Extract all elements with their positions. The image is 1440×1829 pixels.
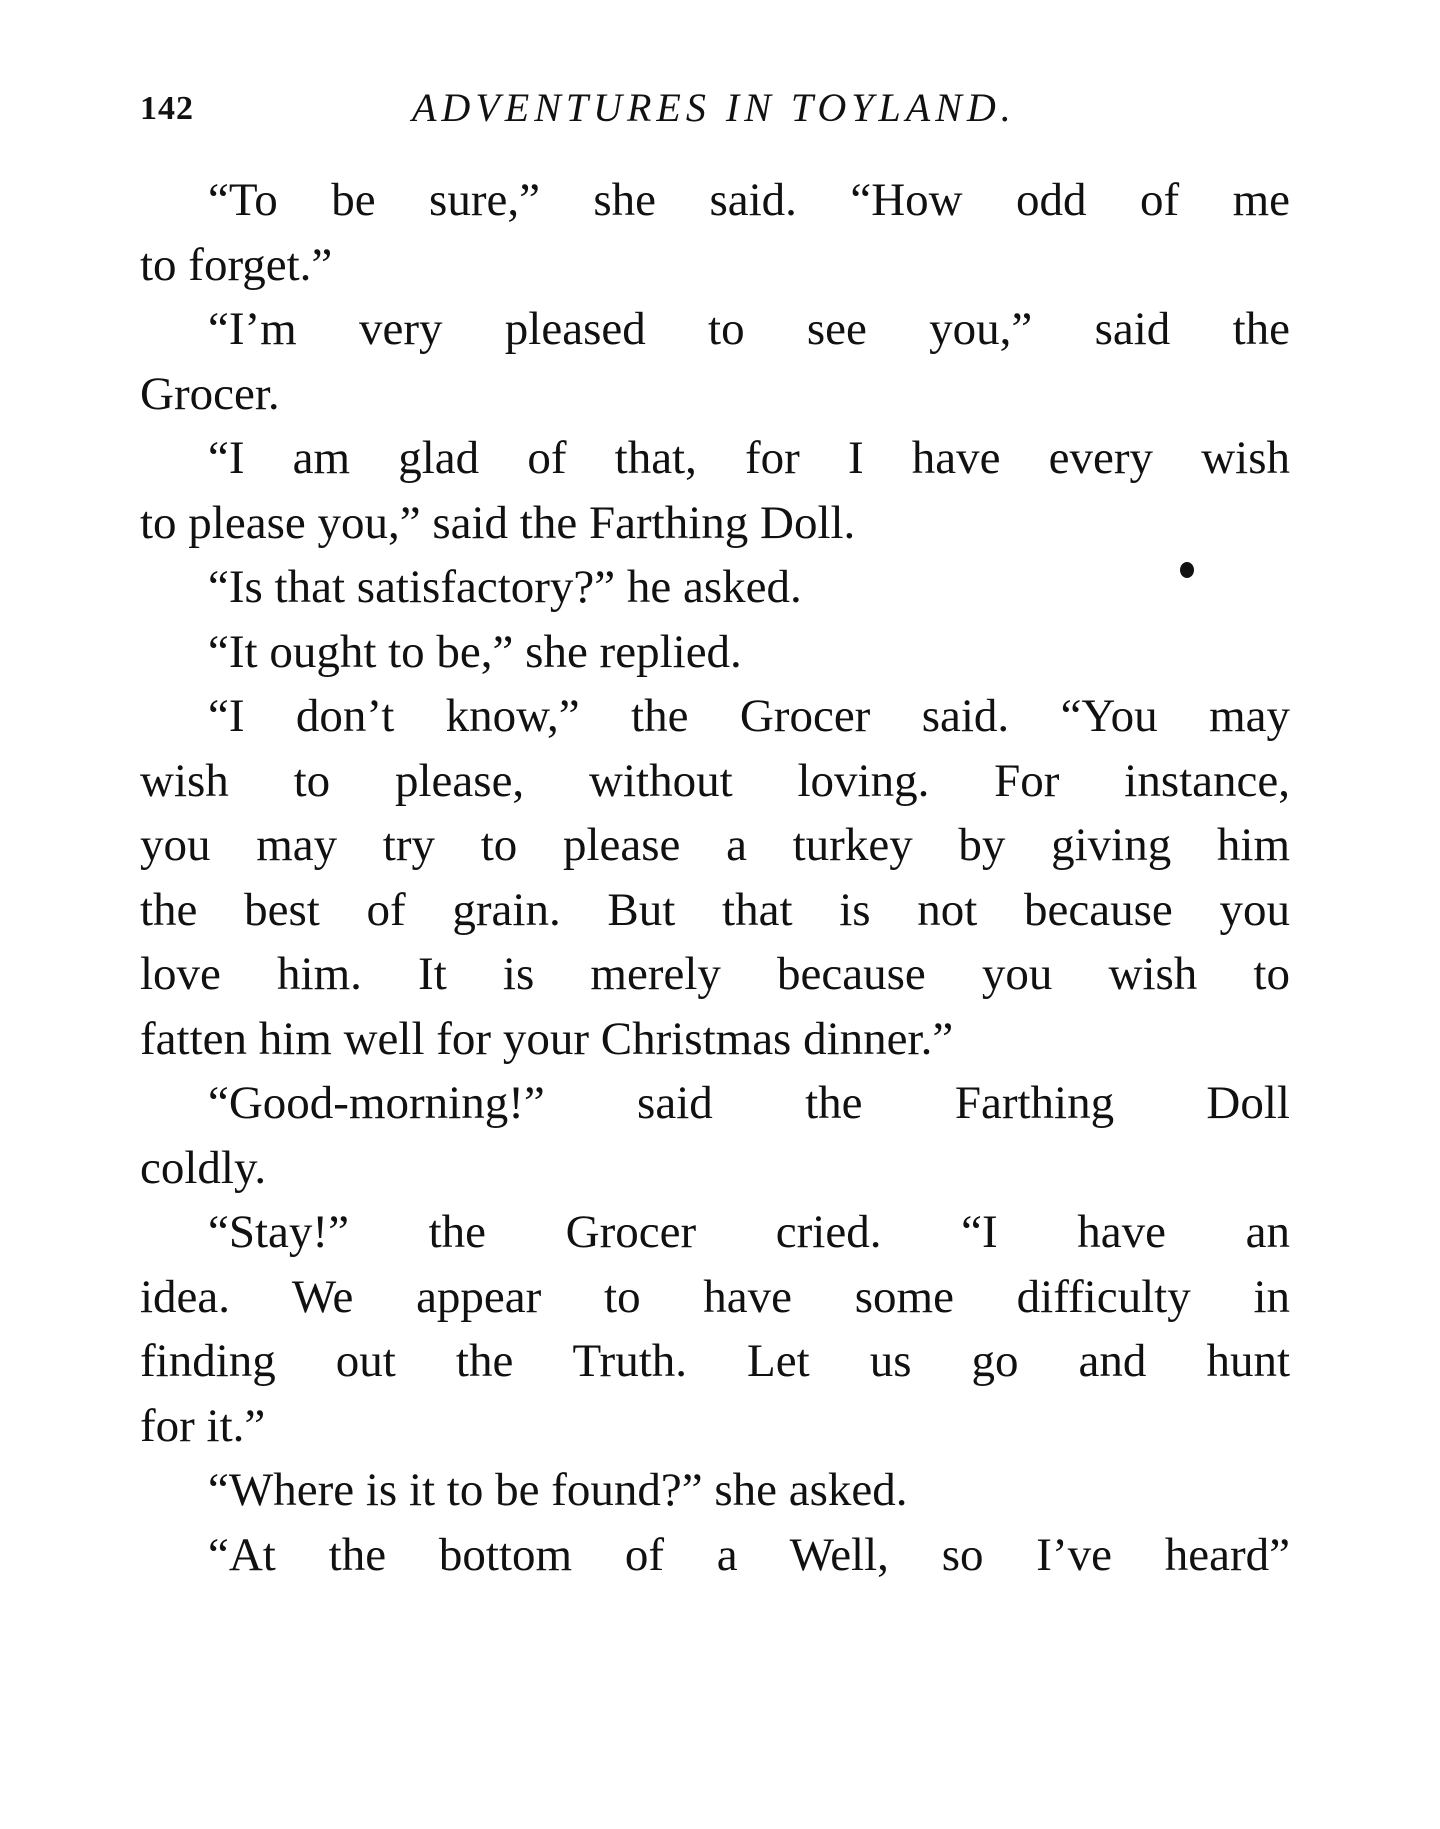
text-line: you may try to please a turkey by giving him	[140, 819, 1290, 871]
running-head	[140, 84, 1290, 140]
text-line: “It ought to be,” she replied.	[208, 625, 742, 678]
text-line: “Where is it to be found?” she asked.	[208, 1464, 908, 1516]
text-line: “To be sure,” she said. “How odd of me	[208, 174, 1290, 226]
text-line: fatten him well for your Christmas dinner.”	[140, 1012, 954, 1065]
text-line: “I don’t know,” the Grocer said. “You may	[208, 690, 1290, 742]
text-line: “Good-morning!” said the Farthing Doll	[208, 1077, 1290, 1129]
text-line: “I’m very pleased to see you,” said the	[208, 303, 1290, 355]
text-line: “Is that satisfactory?” he asked.	[208, 561, 802, 613]
text-line: coldly.	[140, 1141, 267, 1194]
text-line: “Stay!” the Grocer cried. “I have an	[208, 1206, 1290, 1258]
text-line: finding out the Truth. Let us go and hunt	[140, 1335, 1290, 1387]
running-title: ADVENTURES IN TOYLAND.	[412, 85, 1016, 130]
text-line: for it.”	[140, 1399, 266, 1452]
text-line: “I am glad of that, for I have every wish	[208, 432, 1290, 484]
text-line: to please you,” said the Farthing Doll.	[140, 496, 856, 549]
ink-speck	[1180, 562, 1194, 578]
text-line: wish to please, without loving. For instance,	[140, 754, 1290, 807]
body-text	[140, 168, 1290, 1587]
text-line: Grocer.	[140, 367, 280, 420]
text-line: “At the bottom of a Well, so I’ve heard”	[208, 1528, 1290, 1581]
text-line: love him. It is merely because you wish to	[140, 948, 1290, 1000]
page-number: 142	[140, 90, 194, 127]
text-line: the best of grain. But that is not because you	[140, 883, 1290, 936]
text-line: idea. We appear to have some difficulty in	[140, 1270, 1290, 1323]
text-line: to forget.”	[140, 238, 333, 291]
